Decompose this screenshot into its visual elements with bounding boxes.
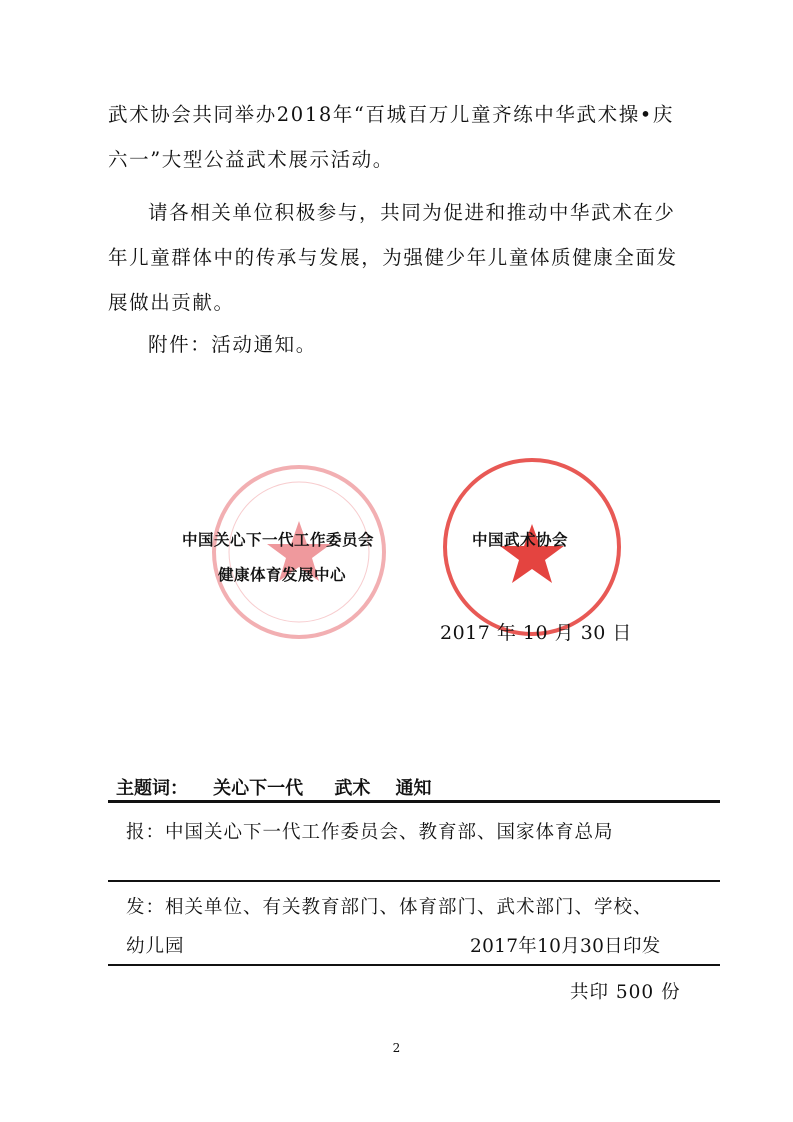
attachment-note: 附件：活动通知。	[148, 333, 317, 356]
committee-seal	[212, 465, 386, 639]
report-to-line: 报：中国关心下一代工作委员会、教育部、国家体育总局	[126, 822, 614, 843]
signature-date: 2017 年 10 月 30 日	[440, 622, 632, 644]
organization-name-wushu-association: 中国武术协会	[472, 531, 569, 549]
distribution-line-continued: 幼儿园	[126, 936, 185, 957]
divider-rule	[108, 880, 720, 882]
divider-rule	[108, 800, 720, 803]
subject-keywords: 主题词： 关心下一代 武术 通知	[116, 778, 432, 799]
print-copies: 共印 500 份	[570, 982, 681, 1003]
divider-rule	[108, 964, 720, 966]
issue-date: 2017年10月30日印发	[470, 936, 661, 957]
organization-name-committee: 中国关心下一代工作委员会	[182, 531, 375, 549]
committee-seal-star-icon	[216, 469, 382, 635]
body-paragraph-appeal: 请各相关单位积极参与，共同为促进和推动中华武术在少年儿童群体中的传承与发展，为强健少年儿童体质健康全面发展做出贡献。	[108, 201, 678, 314]
body-paragraph-continuation: 武术协会共同举办2018年“百城百万儿童齐练中华武术操•庆六一”大型公益武术展示活动。	[108, 103, 674, 171]
page-number: 2	[392, 1041, 401, 1055]
organization-name-committee-center: 健康体育发展中心	[218, 566, 347, 584]
distribution-line: 发：相关单位、有关教育部门、体育部门、武术部门、学校、	[126, 897, 653, 918]
